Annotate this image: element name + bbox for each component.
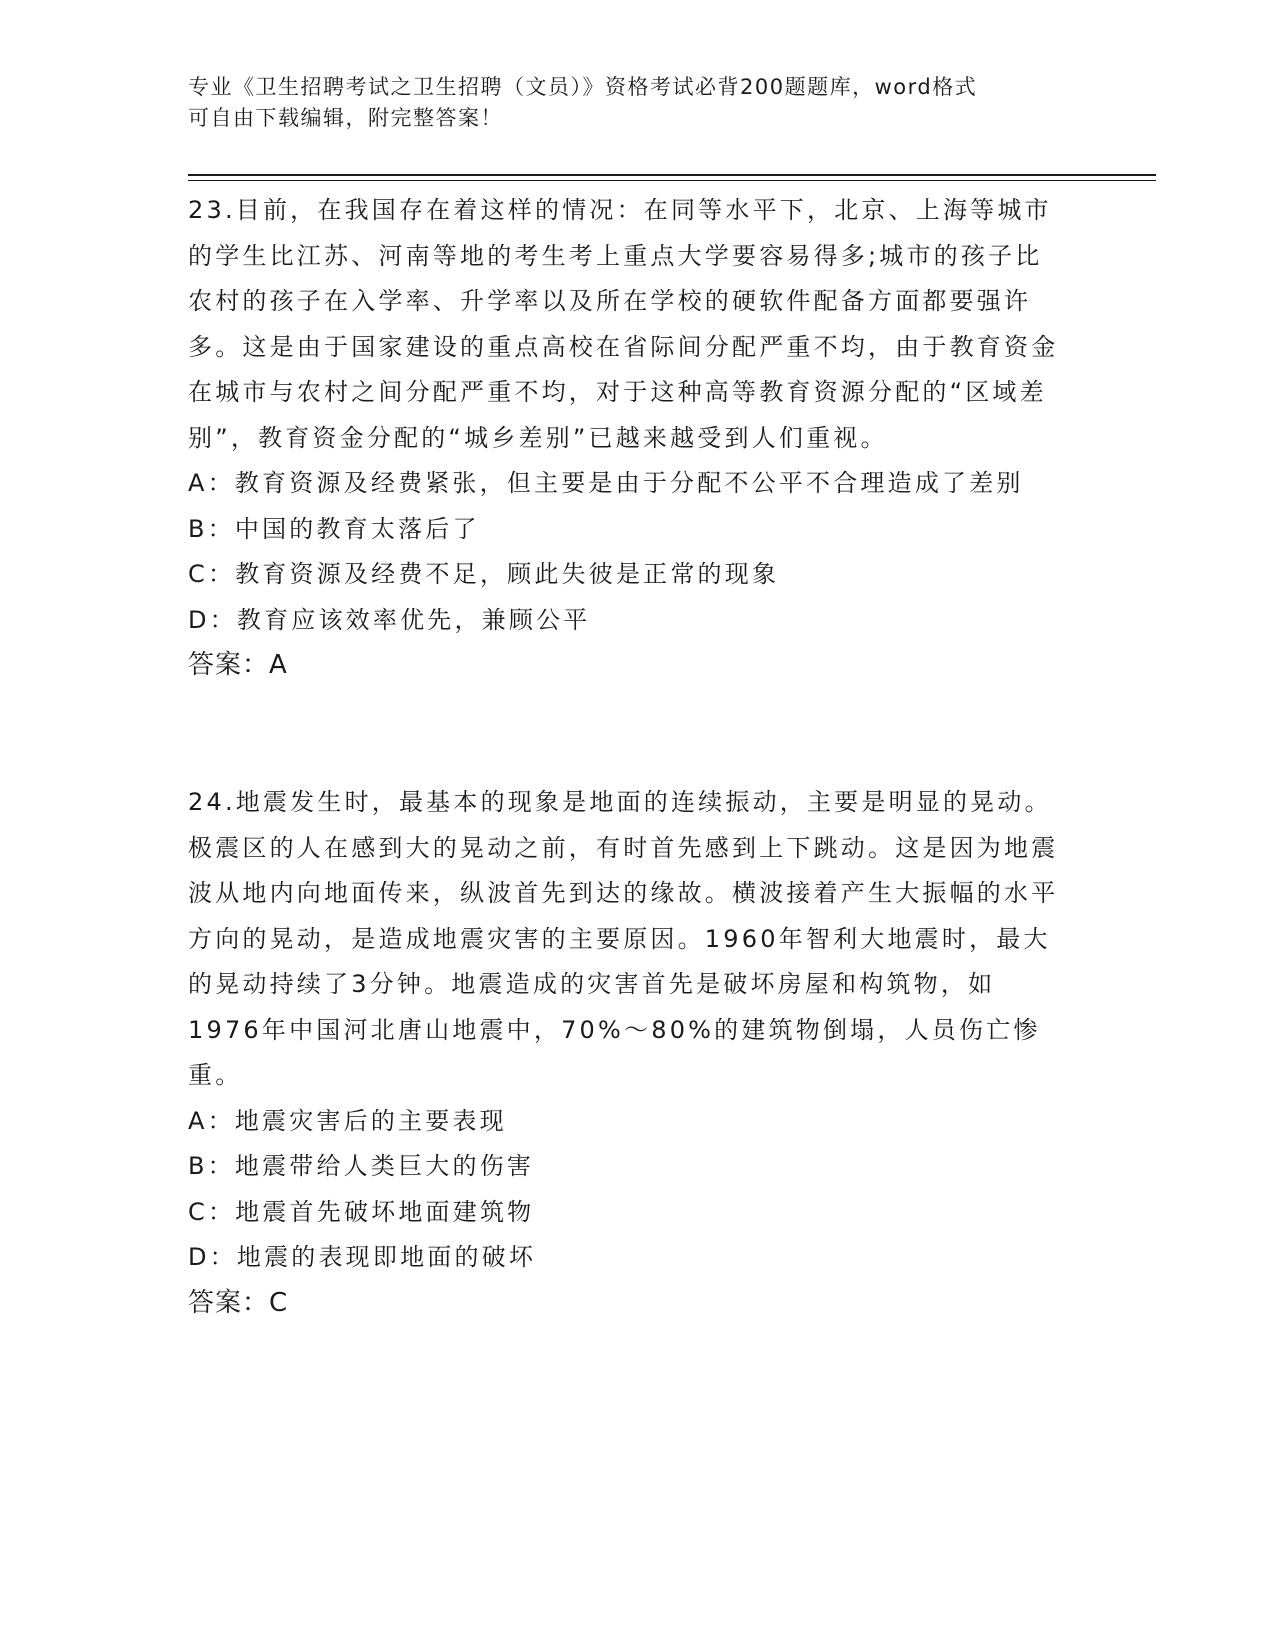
question-24: [188, 780, 1068, 1326]
answer-label: 答案：A: [188, 650, 288, 680]
header-line-2: 可自由下载编辑，附完整答案！: [188, 106, 503, 130]
option-a: A：教育资源及经费紧张，但主要是由于分配不公平不合理造成了差别: [188, 469, 1024, 497]
option-d: D：地震的表现即地面的破坏: [188, 1243, 537, 1271]
option-a: A：地震灾害后的主要表现: [188, 1106, 507, 1135]
question-stem: 24.地震发生时，最基本的现象是地面的连续振动，主要是明显的晃动。极震区的人在感到大的晃动之前，有时首先感到上下跳动。这是因为地震波从地内向地面传来，纵波首先到达的缘故。横波接着产生大振幅的水平方向的晃动，是造成地震灾害的主要原因。1960年智利大地震时，最大的晃动持续了3分钟。地震造成的灾害首先是破坏房屋和构筑物，如1976年中国河北唐山地震中，70%～80%的建筑物倒塌，人员伤亡惨重。: [188, 788, 1059, 1089]
question-stem: 23.目前，在我国存在着这样的情况：在同等水平下，北京、上海等城市的学生比江苏、河南等地的考生考上重点大学要容易得多;城市的孩子比农村的孩子在入学率、升学率以及所在学校的硬软件配备方面都要强许多。这是由于国家建设的重点高校在省际间分配严重不均，由于教育资金在城市与农村之间分配严重不均，对于这种高等教育资源分配的“区域差别”，教育资金分配的“城乡差别”已越来越受到人们重视。: [188, 196, 1059, 452]
header-divider-thin: [188, 180, 1156, 181]
question-23: [188, 188, 1068, 689]
header-line-1: 专业《卫生招聘考试之卫生招聘（文员）》资格考试必背200题题库，word格式: [188, 75, 978, 99]
option-b: B：地震带给人类巨大的伤害: [188, 1152, 535, 1180]
option-b: B：中国的教育太落后了: [188, 514, 480, 543]
answer-label: 答案：C: [188, 1287, 289, 1318]
option-c: C：地震首先破坏地面建筑物: [188, 1197, 535, 1226]
header-divider-thick: [188, 174, 1156, 176]
option-d: D：教育应该效率优先，兼顾公平: [188, 605, 591, 634]
option-c: C：教育资源及经费不足，顾此失彼是正常的现象: [188, 560, 780, 588]
document-header: [188, 72, 1068, 134]
